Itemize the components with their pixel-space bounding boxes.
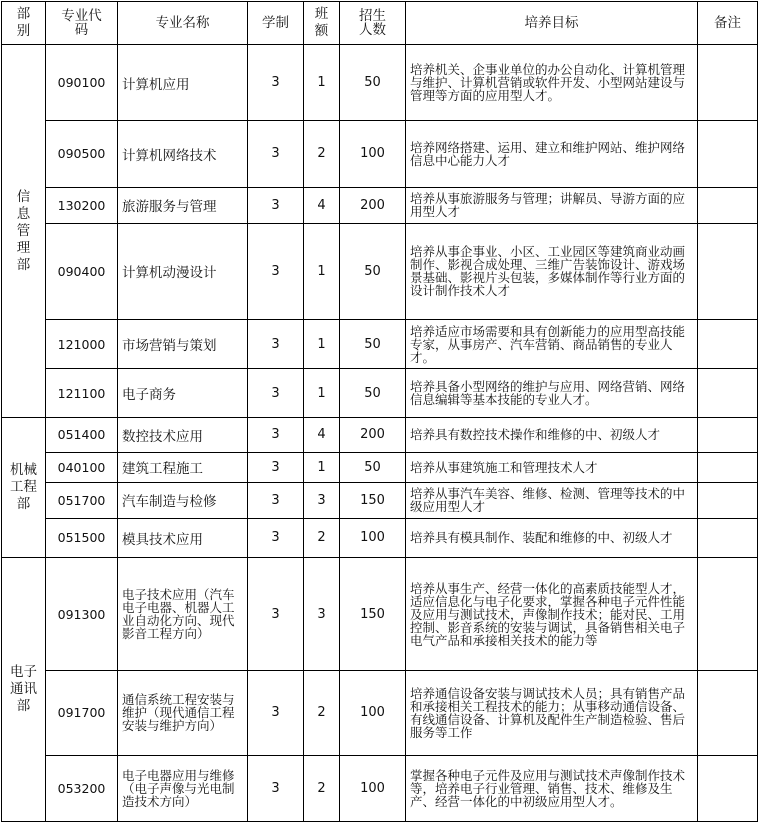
- table-row: [2, 45, 758, 121]
- cell-name: 数控技术应用: [118, 418, 248, 452]
- cell-years: 3: [248, 121, 304, 187]
- cell-note: [698, 557, 758, 670]
- cell-goal: 培养从事建筑施工和管理技术人才: [406, 452, 698, 482]
- cell-goal: 培养从事生产、经营一体化的高素质技能型人才，适应信息化与电子化要求，掌握各种电子元件性能及应用与测试技术，声像制作技术；能对民、工用控制、影音系统的安装与调试，具备销售相关电子电气产品和承接相关技术的能力等: [406, 557, 698, 670]
- cell-years: 3: [248, 223, 304, 319]
- cell-note: [698, 45, 758, 121]
- cell-enroll: 150: [340, 482, 406, 518]
- table-row: [2, 482, 758, 518]
- cell-classes: 4: [304, 187, 340, 223]
- cell-goal: 培养网络搭建、运用、建立和维护网站、维护网络信息中心能力人才: [406, 121, 698, 187]
- cell-years: 3: [248, 755, 304, 821]
- cell-code: 053200: [46, 755, 118, 821]
- header-note: 备注: [698, 2, 758, 45]
- table-row: [2, 452, 758, 482]
- cell-note: [698, 121, 758, 187]
- cell-name: 电子电器应用与维修（电子声像与光电制造技术方向）: [118, 755, 248, 821]
- cell-enroll: 50: [340, 452, 406, 482]
- cell-classes: 3: [304, 482, 340, 518]
- cell-note: [698, 482, 758, 518]
- header-row: [2, 2, 758, 45]
- cell-code: 051700: [46, 482, 118, 518]
- cell-name: 通信系统工程安装与维护（现代通信工程安装与维护方向）: [118, 671, 248, 755]
- dept-mechanical-engineering: 机械 工程 部: [2, 418, 46, 558]
- cell-note: [698, 223, 758, 319]
- cell-classes: 2: [304, 518, 340, 557]
- cell-note: [698, 320, 758, 369]
- cell-goal: 培养具备小型网络的维护与应用、网络营销、网络信息编辑等基本技能的专业人才。: [406, 369, 698, 418]
- cell-code: 091300: [46, 557, 118, 670]
- cell-code: 121000: [46, 320, 118, 369]
- header-dept: 部 别: [2, 2, 46, 45]
- table-row: [2, 671, 758, 755]
- cell-code: 040100: [46, 452, 118, 482]
- cell-classes: 1: [304, 45, 340, 121]
- header-years: 学制: [248, 2, 304, 45]
- cell-name: 计算机应用: [118, 45, 248, 121]
- cell-name: 计算机网络技术: [118, 121, 248, 187]
- cell-note: [698, 518, 758, 557]
- table-row: [2, 121, 758, 187]
- cell-years: 3: [248, 45, 304, 121]
- cell-code: 051400: [46, 418, 118, 452]
- header-goal: 培养目标: [406, 2, 698, 45]
- cell-years: 3: [248, 418, 304, 452]
- cell-enroll: 200: [340, 418, 406, 452]
- cell-goal: 培养从事汽车美容、维修、检测、管理等技术的中级应用型人才: [406, 482, 698, 518]
- cell-code: 130200: [46, 187, 118, 223]
- cell-enroll: 100: [340, 671, 406, 755]
- header-enroll: 招生 人数: [340, 2, 406, 45]
- dept-info-management: 信 息 管 理 部: [2, 45, 46, 418]
- cell-classes: 2: [304, 121, 340, 187]
- cell-code: 090500: [46, 121, 118, 187]
- cell-enroll: 100: [340, 755, 406, 821]
- cell-goal: 掌握各种电子元件及应用与测试技术声像制作技术等，培养电子行业管理、销售、技术、维修及生产、经营一体化的中初级应用型人才。: [406, 755, 698, 821]
- cell-enroll: 100: [340, 518, 406, 557]
- cell-classes: 1: [304, 369, 340, 418]
- header-name: 专业名称: [118, 2, 248, 45]
- table-row: [2, 320, 758, 369]
- table-row: [2, 369, 758, 418]
- cell-name: 电子商务: [118, 369, 248, 418]
- table-row: [2, 518, 758, 557]
- cell-note: [698, 369, 758, 418]
- cell-note: [698, 452, 758, 482]
- table-row: [2, 223, 758, 319]
- cell-goal: 培养适应市场需要和具有创新能力的应用型高技能专家，从事房产、汽车营销、商品销售的专业人才。: [406, 320, 698, 369]
- cell-years: 3: [248, 452, 304, 482]
- cell-years: 3: [248, 320, 304, 369]
- cell-name: 模具技术应用: [118, 518, 248, 557]
- major-table: [1, 1, 758, 822]
- cell-code: 051500: [46, 518, 118, 557]
- cell-classes: 2: [304, 671, 340, 755]
- cell-name: 旅游服务与管理: [118, 187, 248, 223]
- cell-code: 090100: [46, 45, 118, 121]
- cell-enroll: 50: [340, 320, 406, 369]
- cell-classes: 1: [304, 320, 340, 369]
- dept-electronics-communications: 电子 通讯 部: [2, 557, 46, 821]
- cell-years: 3: [248, 482, 304, 518]
- cell-classes: 3: [304, 557, 340, 670]
- cell-goal: 培养具有数控技术操作和维修的中、初级人才: [406, 418, 698, 452]
- cell-years: 3: [248, 369, 304, 418]
- cell-years: 3: [248, 671, 304, 755]
- cell-note: [698, 187, 758, 223]
- cell-goal: 培养通信设备安装与调试技术人员；具有销售产品和承接相关工程技术的能力；从事移动通信设备、有线通信设备、计算机及配件生产制造检验、售后服务等工作: [406, 671, 698, 755]
- table-row: [2, 557, 758, 670]
- cell-name: 电子技术应用（汽车电子电器、机器人工业自动化方向、现代影音工程方向）: [118, 557, 248, 670]
- header-classes: 班 额: [304, 2, 340, 45]
- cell-classes: 2: [304, 755, 340, 821]
- cell-classes: 1: [304, 452, 340, 482]
- cell-name: 汽车制造与检修: [118, 482, 248, 518]
- cell-name: 计算机动漫设计: [118, 223, 248, 319]
- cell-enroll: 100: [340, 121, 406, 187]
- cell-note: [698, 671, 758, 755]
- cell-name: 市场营销与策划: [118, 320, 248, 369]
- cell-enroll: 50: [340, 45, 406, 121]
- cell-classes: 4: [304, 418, 340, 452]
- cell-code: 091700: [46, 671, 118, 755]
- cell-years: 3: [248, 557, 304, 670]
- cell-note: [698, 418, 758, 452]
- cell-goal: 培养具有模具制作、装配和维修的中、初级人才: [406, 518, 698, 557]
- cell-code: 090400: [46, 223, 118, 319]
- cell-name: 建筑工程施工: [118, 452, 248, 482]
- cell-classes: 1: [304, 223, 340, 319]
- cell-enroll: 200: [340, 187, 406, 223]
- header-code: 专业代 码: [46, 2, 118, 45]
- cell-code: 121100: [46, 369, 118, 418]
- cell-note: [698, 755, 758, 821]
- table-row: [2, 755, 758, 821]
- cell-years: 3: [248, 187, 304, 223]
- cell-years: 3: [248, 518, 304, 557]
- cell-enroll: 50: [340, 369, 406, 418]
- table-row: [2, 418, 758, 452]
- cell-goal: 培养从事企事业、小区、工业园区等建筑商业动画制作、影视合成处理、三维广告装饰设计、游戏场景基础、影视片头包装，多媒体制作等行业方面的设计制作技术人才: [406, 223, 698, 319]
- cell-goal: 培养从事旅游服务与管理；讲解员、导游方面的应用型人才: [406, 187, 698, 223]
- table-row: [2, 187, 758, 223]
- cell-enroll: 150: [340, 557, 406, 670]
- cell-goal: 培养机关、企事业单位的办公自动化、计算机管理与维护、计算机营销或软件开发、小型网站建设与管理等方面的应用型人才。: [406, 45, 698, 121]
- cell-enroll: 50: [340, 223, 406, 319]
